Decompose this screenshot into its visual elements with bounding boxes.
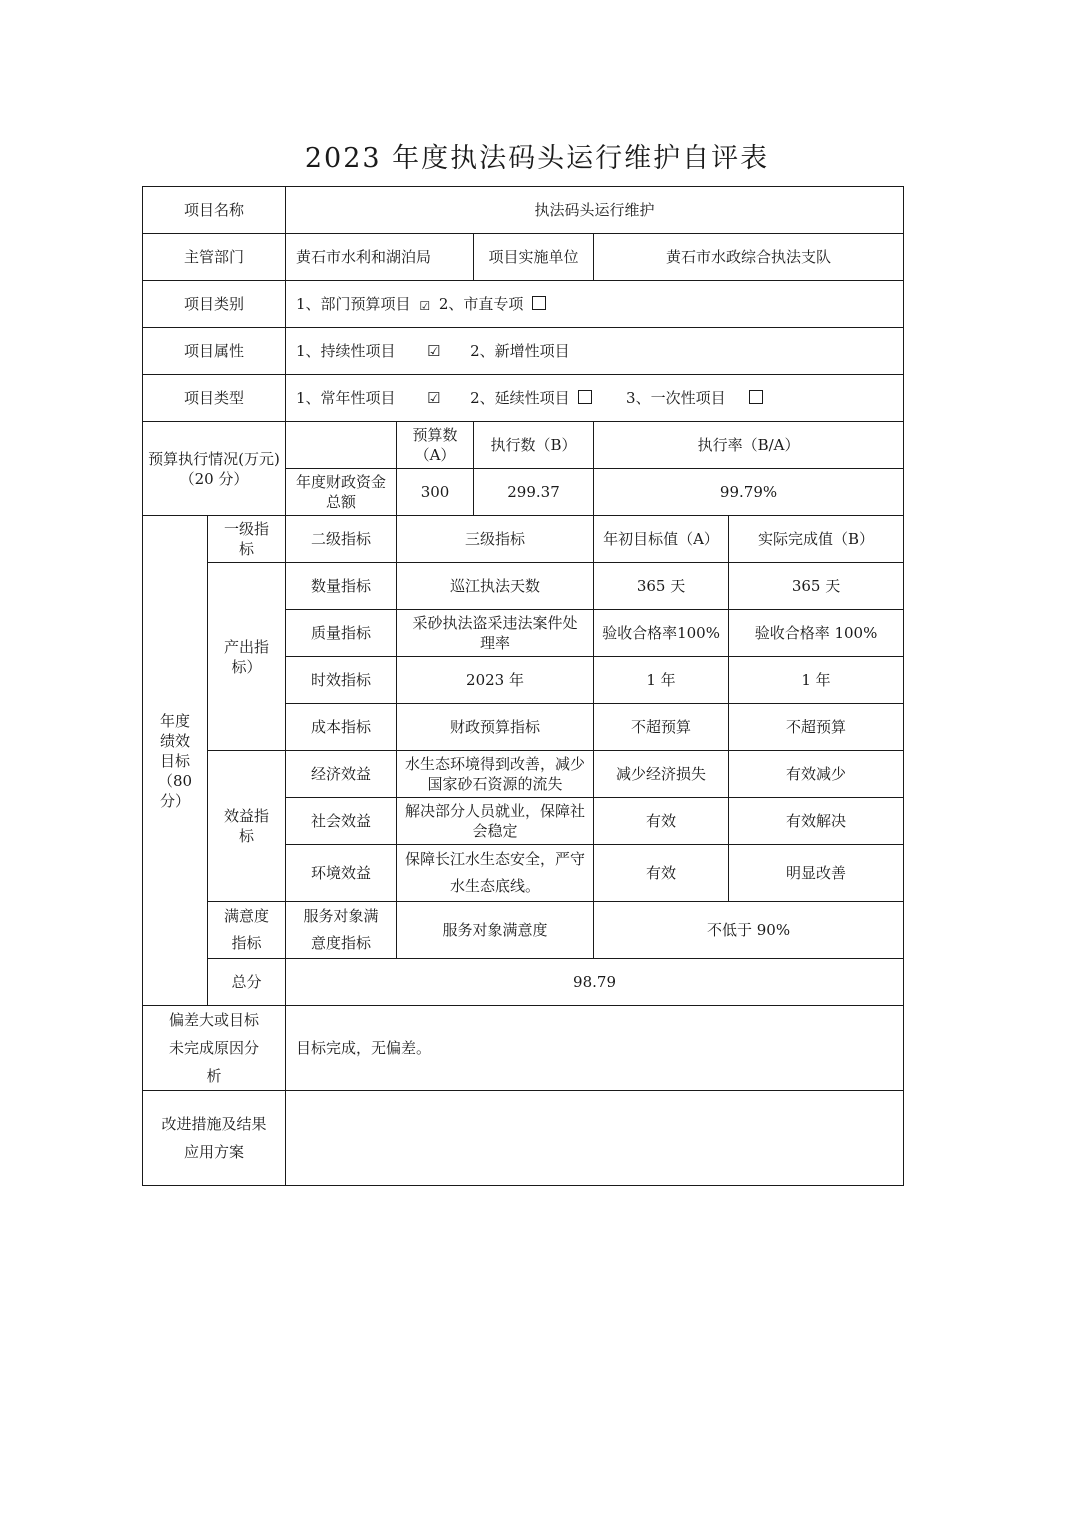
row-satisfaction bbox=[143, 902, 904, 959]
satisfaction-label: 满意度指标 bbox=[208, 902, 286, 959]
perf-label: 年度绩效目标（80 分） bbox=[143, 516, 208, 1006]
dept-label: 主管部门 bbox=[143, 234, 286, 281]
l2-cell: 环境效益 bbox=[286, 845, 397, 902]
l2-cell: 质量指标 bbox=[286, 610, 397, 657]
row-budget-header bbox=[143, 422, 904, 469]
checked-checkbox-icon: ☑ bbox=[427, 342, 441, 360]
target-cell: 有效 bbox=[594, 845, 729, 902]
deviation-value: 目标完成，无偏差。 bbox=[286, 1006, 904, 1091]
row-improvement bbox=[143, 1091, 904, 1186]
category-option-1: 1、部门预算项目 bbox=[296, 295, 411, 313]
improve-value bbox=[286, 1091, 904, 1186]
empty-checkbox-icon bbox=[578, 390, 592, 404]
attr-option-2: 2、新增性项目 bbox=[470, 342, 570, 360]
l3-cell: 保障长江水生态安全，严守水生态底线。 bbox=[397, 845, 594, 902]
category-label: 项目类别 bbox=[143, 281, 286, 328]
row-total bbox=[143, 959, 904, 1006]
l2-cell: 社会效益 bbox=[286, 798, 397, 845]
l3-cell: 解决部分人员就业，保障社会稳定 bbox=[397, 798, 594, 845]
budget-rate: 99.79% bbox=[594, 469, 904, 516]
empty-checkbox-icon bbox=[749, 390, 763, 404]
sat-l3: 服务对象满意度 bbox=[397, 902, 594, 959]
actual-cell: 不超预算 bbox=[729, 704, 904, 751]
l2-cell: 成本指标 bbox=[286, 704, 397, 751]
target-cell: 1 年 bbox=[594, 657, 729, 704]
table-row bbox=[143, 563, 904, 610]
row-type bbox=[143, 375, 904, 422]
type-option-2: 2、延续性项目 bbox=[470, 389, 570, 407]
row-attribute bbox=[143, 328, 904, 375]
target-cell: 不超预算 bbox=[594, 704, 729, 751]
l2-cell: 时效指标 bbox=[286, 657, 397, 704]
total-value: 98.79 bbox=[286, 959, 904, 1006]
attr-option-1: 1、持续性项目 bbox=[296, 342, 396, 360]
perf-h1: 一级指标 bbox=[208, 516, 286, 563]
row-deviation bbox=[143, 1006, 904, 1091]
budget-col-a: 预算数（A） bbox=[397, 422, 474, 469]
project-name-label: 项目名称 bbox=[143, 187, 286, 234]
impl-label: 项目实施单位 bbox=[474, 234, 594, 281]
row-department bbox=[143, 234, 904, 281]
self-evaluation-table bbox=[142, 186, 904, 1186]
table-row bbox=[143, 751, 904, 798]
budget-a: 300 bbox=[397, 469, 474, 516]
type-label: 项目类型 bbox=[143, 375, 286, 422]
page-title: 2023 年度执法码头运行维护自评表 bbox=[304, 143, 770, 174]
benefit-label: 效益指标 bbox=[208, 751, 286, 902]
empty-checkbox-icon bbox=[532, 296, 546, 310]
l3-cell: 水生态环境得到改善，减少国家砂石资源的流失 bbox=[397, 751, 594, 798]
l2-cell: 经济效益 bbox=[286, 751, 397, 798]
actual-cell: 有效减少 bbox=[729, 751, 904, 798]
target-cell: 减少经济损失 bbox=[594, 751, 729, 798]
type-option-1: 1、常年性项目 bbox=[296, 389, 396, 407]
budget-label: 预算执行情况(万元) bbox=[148, 449, 280, 468]
impl-value: 黄石市水政综合执法支队 bbox=[594, 234, 904, 281]
l3-cell: 2023 年 bbox=[397, 657, 594, 704]
perf-h3: 三级指标 bbox=[397, 516, 594, 563]
l2-cell: 数量指标 bbox=[286, 563, 397, 610]
budget-empty-cell bbox=[286, 422, 397, 469]
budget-b: 299.37 bbox=[474, 469, 594, 516]
row-project-name bbox=[143, 187, 904, 234]
perf-h4: 年初目标值（A） bbox=[594, 516, 729, 563]
improve-label: 改进措施及结果应用方案 bbox=[143, 1091, 286, 1186]
output-label: 产出指标） bbox=[208, 563, 286, 751]
budget-col-rate: 执行率（B/A） bbox=[594, 422, 904, 469]
target-cell: 有效 bbox=[594, 798, 729, 845]
dept-value: 黄石市水利和湖泊局 bbox=[286, 234, 474, 281]
total-label: 总分 bbox=[208, 959, 286, 1006]
category-option-2: 2、市直专项 bbox=[438, 295, 524, 313]
budget-label-cell bbox=[143, 422, 286, 516]
target-cell: 验收合格率100% bbox=[594, 610, 729, 657]
deviation-label: 偏差大或目标未完成原因分析 bbox=[143, 1006, 286, 1091]
perf-h5: 实际完成值（B） bbox=[729, 516, 904, 563]
actual-cell: 365 天 bbox=[729, 563, 904, 610]
budget-row-label: 年度财政资金总额 bbox=[286, 469, 397, 516]
target-cell: 365 天 bbox=[594, 563, 729, 610]
row-perf-header bbox=[143, 516, 904, 563]
budget-col-b: 执行数（B） bbox=[474, 422, 594, 469]
l3-cell: 采砂执法盗采违法案件处理率 bbox=[397, 610, 594, 657]
row-category bbox=[143, 281, 904, 328]
l3-cell: 财政预算指标 bbox=[397, 704, 594, 751]
actual-cell: 有效解决 bbox=[729, 798, 904, 845]
sat-value: 不低于 90% bbox=[594, 902, 904, 959]
type-options bbox=[286, 375, 904, 422]
actual-cell: 1 年 bbox=[729, 657, 904, 704]
checked-checkbox-icon: ☑ bbox=[427, 389, 441, 407]
l3-cell: 巡江执法天数 bbox=[397, 563, 594, 610]
type-option-3: 3、一次性项目 bbox=[626, 389, 726, 407]
actual-cell: 明显改善 bbox=[729, 845, 904, 902]
category-options bbox=[286, 281, 904, 328]
budget-score: （20 分） bbox=[179, 469, 249, 488]
checked-checkbox-icon: ☑ bbox=[419, 299, 431, 313]
actual-cell: 验收合格率 100% bbox=[729, 610, 904, 657]
attr-label: 项目属性 bbox=[143, 328, 286, 375]
sat-l2: 服务对象满意度指标 bbox=[286, 902, 397, 959]
perf-h2: 二级指标 bbox=[286, 516, 397, 563]
project-name-value: 执法码头运行维护 bbox=[286, 187, 904, 234]
attr-options bbox=[286, 328, 904, 375]
